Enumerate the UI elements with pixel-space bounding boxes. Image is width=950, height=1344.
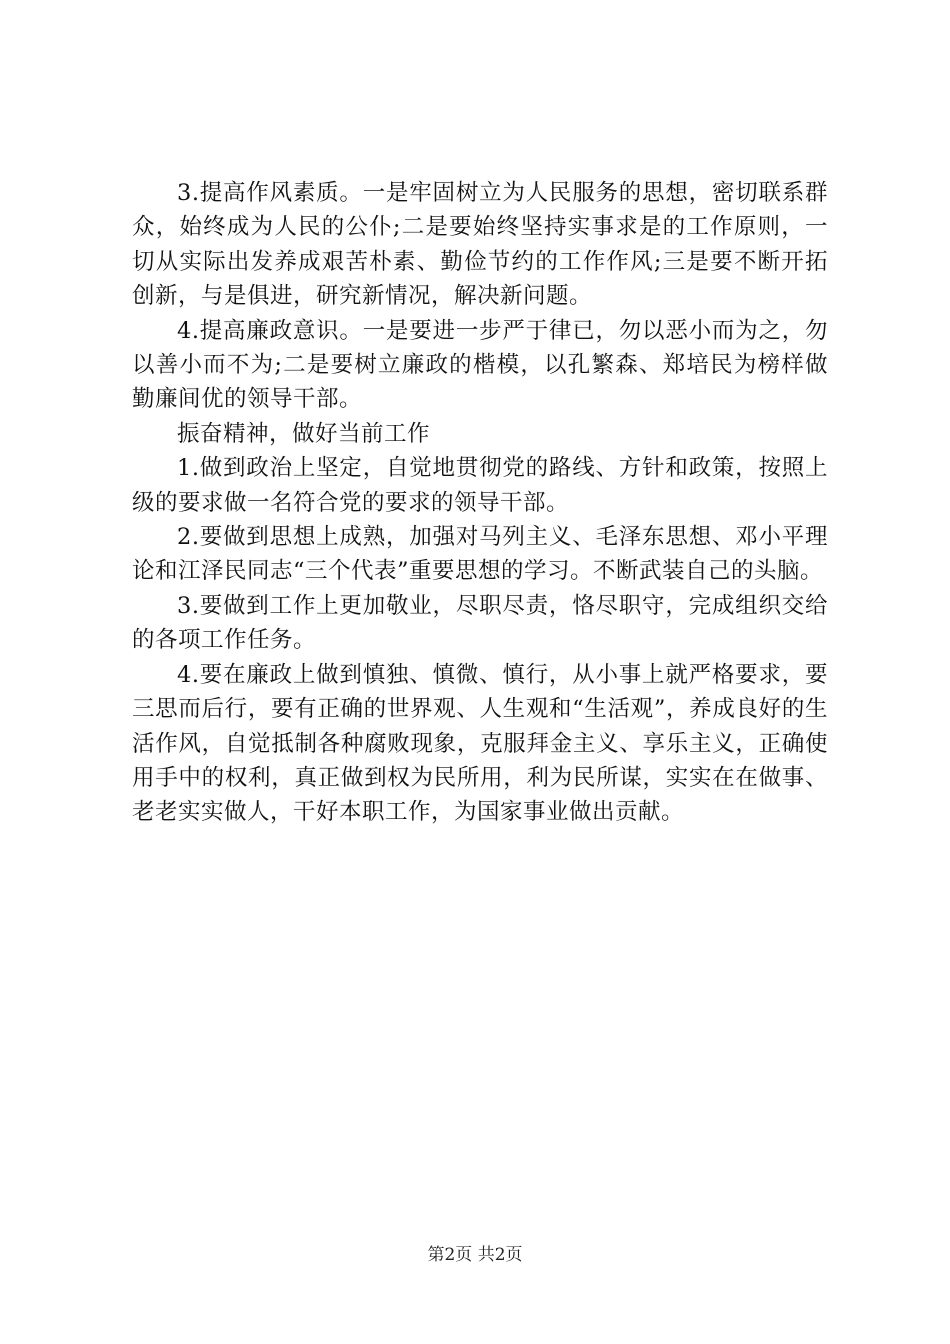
document-body bbox=[132, 176, 828, 830]
page-number-footer: 第2页 共2页 bbox=[427, 1245, 523, 1265]
paragraph-political-firmness: 1.做到政治上坚定，自觉地贯彻党的路线、方针和政策，按照上级的要求做一名符合党的要求的领导干部。 bbox=[132, 455, 828, 516]
section-heading: 振奋精神，做好当前工作 bbox=[177, 420, 431, 447]
paragraph-work-dedication: 3.要做到工作上更加敬业，尽职尽责，恪尽职守，完成组织交给的各项工作任务。 bbox=[132, 592, 828, 654]
paragraph-integrity-awareness: 4.提高廉政意识。一是要进一步严于律已，勿以恶小而为之，勿以善小而不为;二是要树立廉政的楷模，以孔繁森、郑培民为榜样做勤廉间优的领导干部。 bbox=[132, 317, 828, 413]
paragraph-work-style: 3.提高作风素质。一是牢固树立为人民服务的思想，密切联系群众，始终成为人民的公仆;二是要始终坚持实事求是的工作原则，一切从实际出发养成艰苦朴素、勤俭节约的工作作风;三是要不断开拓创新，与是俱进，研究新情况，解决新问题。 bbox=[132, 180, 828, 310]
paragraph-ideological-maturity: 2.要做到思想上成熟，加强对马列主义、毛泽东思想、邓小平理论和江泽民同志“三个代表”重要思想的学习。不断武装自己的头脑。 bbox=[132, 524, 828, 585]
paragraph-integrity-conduct: 4.要在廉政上做到慎独、慎微、慎行，从小事上就严格要求，要三思而后行，要有正确的世界观、人生观和“生活观”，养成良好的生活作风，自觉抵制各种腐败现象，克服拜金主义、享乐主义，正确使用手中的权利，真正做到权为民所用，利为民所谋，实实在在做事、老老实实做人，干好本职工作，为国家事业做出贡献。 bbox=[132, 661, 828, 826]
